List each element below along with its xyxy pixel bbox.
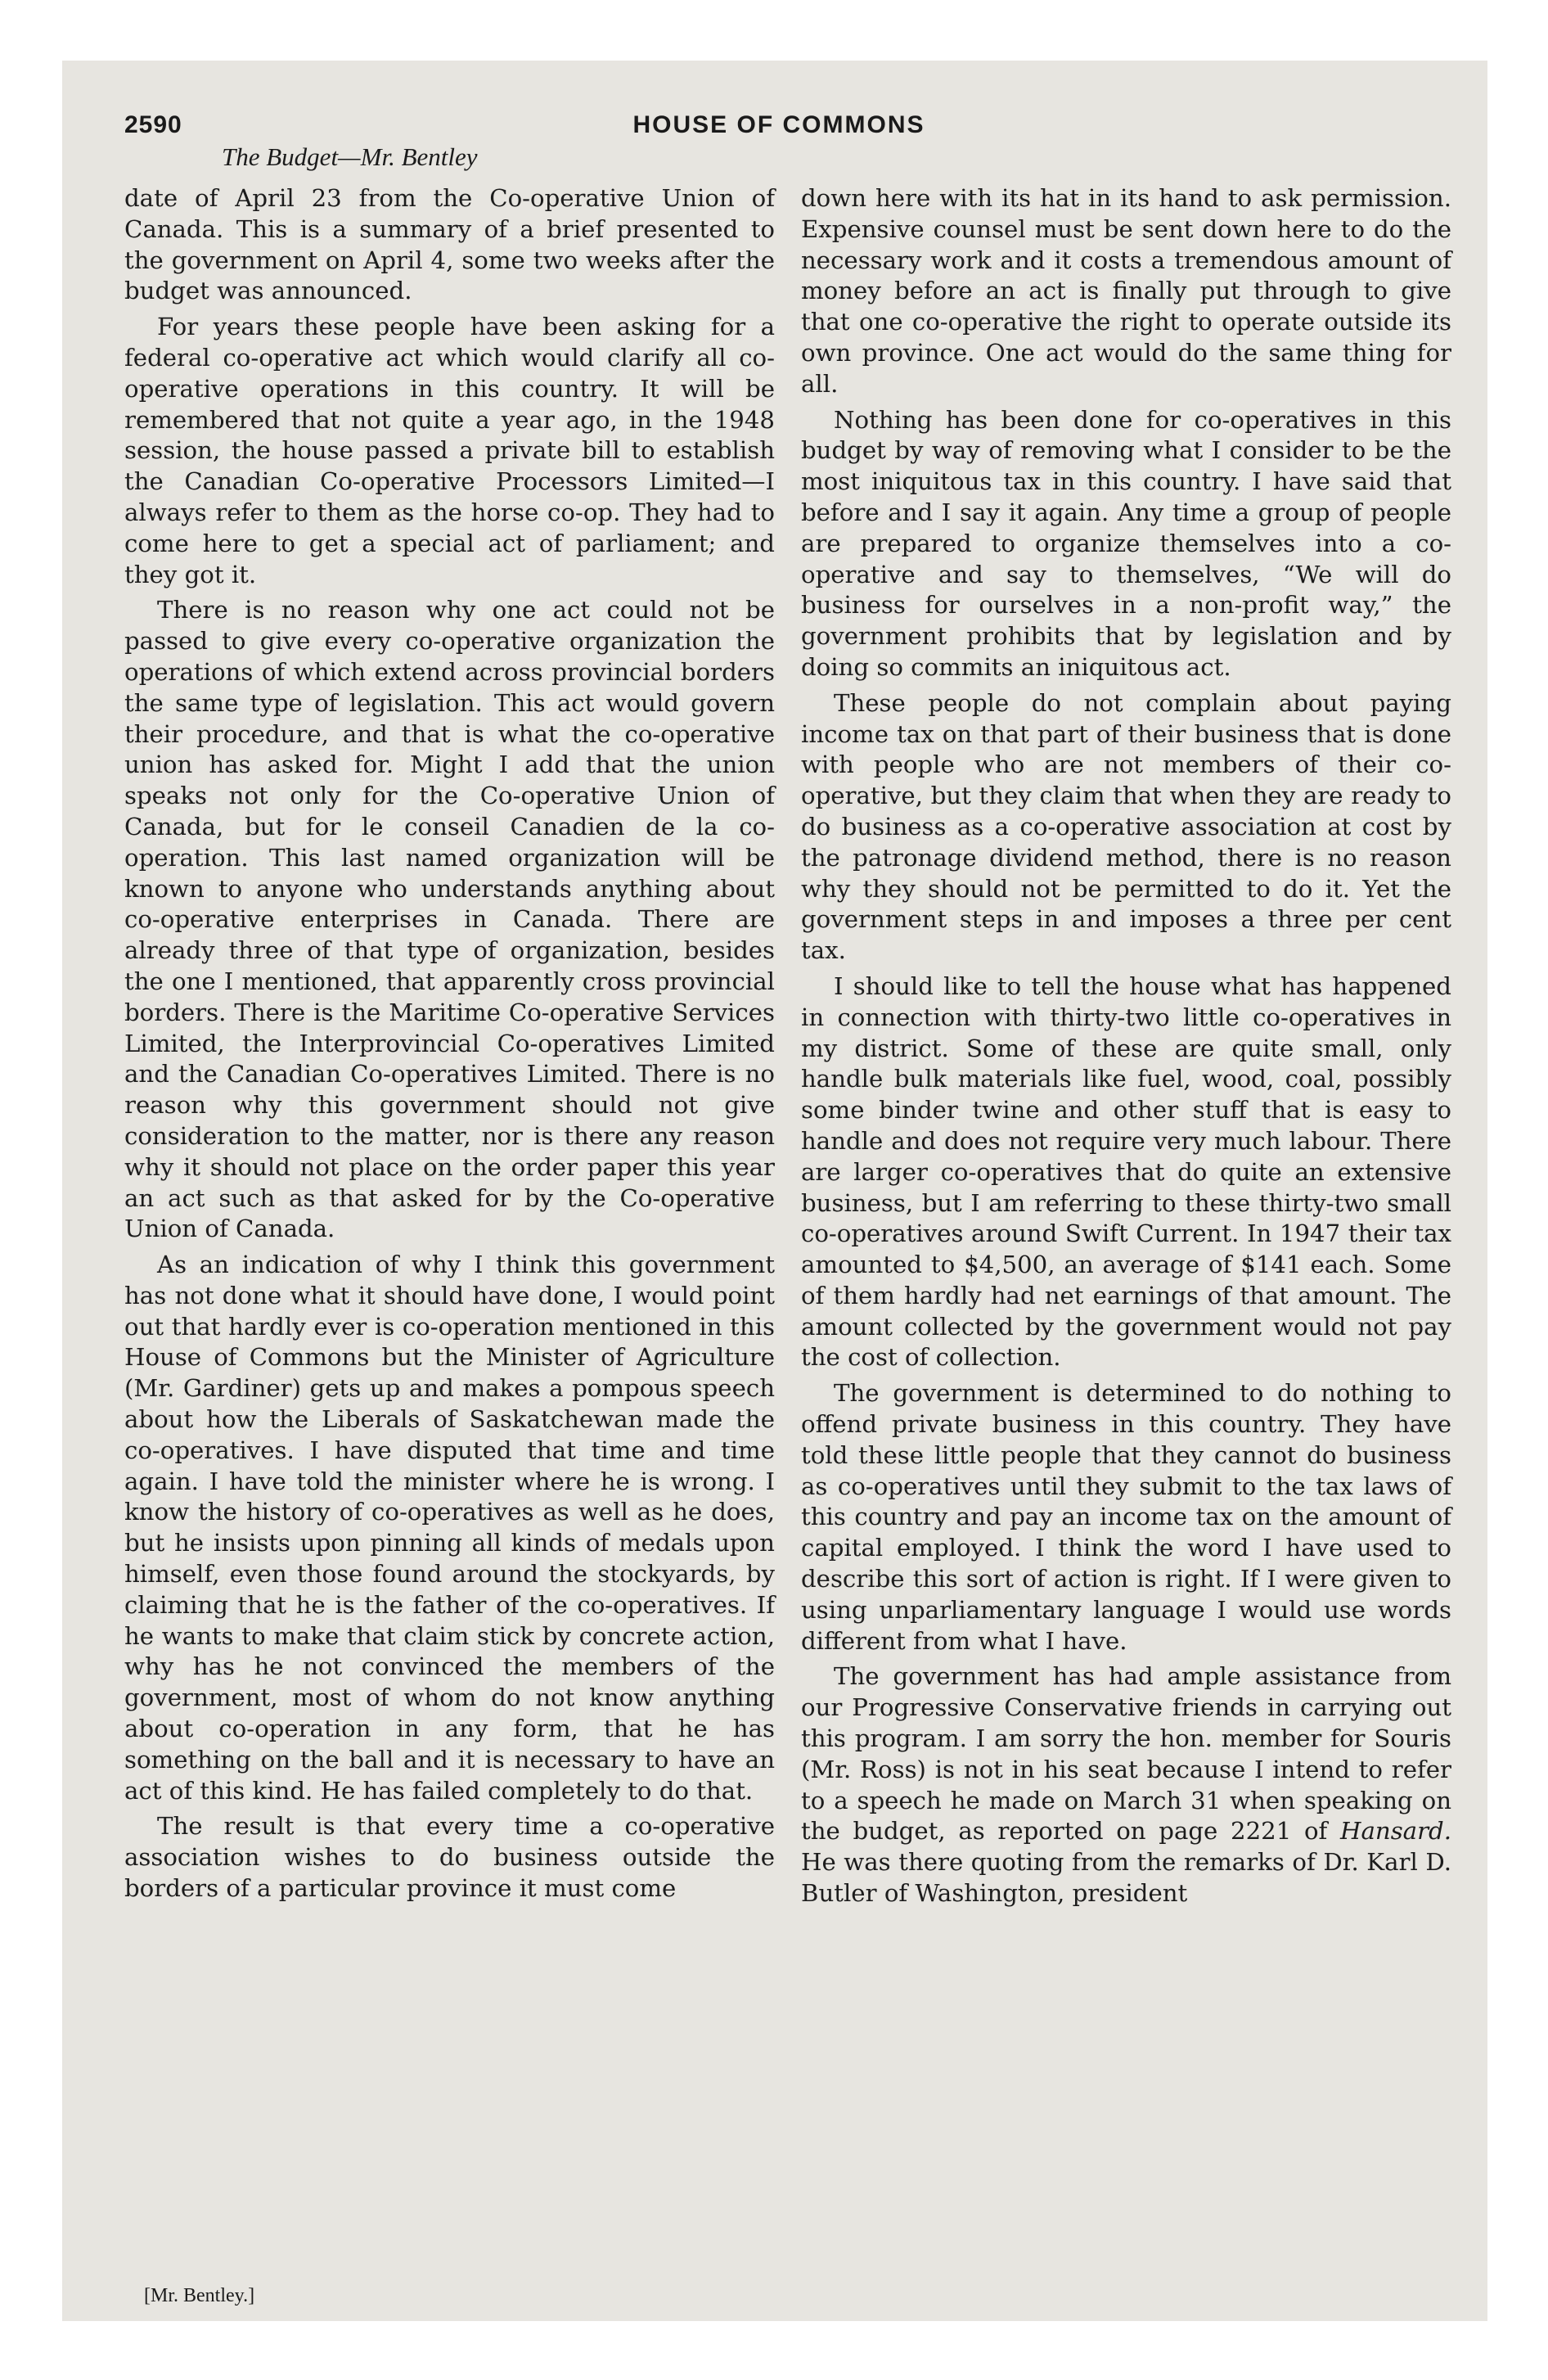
paragraph: For years these people have been asking for a federal co-operative act which would clarify all co-operative operations in this country. It will be remembered that not quite a year ago, in the 1948 session, the house passed a private bill to establish the Canadian Co-operative Processors Limited—I always refer to them as the horse co-op. They had to come here to get a special act of parliament; and they got it. [124, 313, 775, 588]
paragraph: These people do not complain about paying income tax on that part of their business that is done with people who are not members of their co-operative, but they claim that when they are ready to do business as a co-operative association at cost by the patronage dividend method, there is no reason why they should not be permitted to do it. Yet the government steps in and imposes a three per cent tax. [801, 688, 1451, 965]
page-number: 2590 [124, 111, 182, 138]
paragraph-text: The government has had ample assistance from our Progressive Conservative friends in carrying out this program. I am sorry the hon. member for Souris (Mr. Ross) is not in his seat because I intend to refer to a speech he made on March 31 when speaking on the budget, as reported on page 2221 of [801, 1662, 1451, 1846]
paragraph: The government is determined to do nothing to offend private business in this country. They have told these little people that they cannot do business as co-operatives until they submit to the tax laws of this country and pay an income tax on the amount of capital employed. I think the word I have used to describe this sort of action is right. If I were given to using unparliamentary language I would use words different from what I have. [801, 1379, 1451, 1655]
paragraph: The result is that every time a co-operative association wishes to do business outside the borders of a particular province it must come [124, 1812, 775, 1903]
left-column [124, 183, 775, 1909]
paragraph-text: He was there quoting from the remarks of Dr. Karl D. Butler of Washington, president [801, 1848, 1451, 1908]
running-head: HOUSE OF COMMONS [632, 111, 925, 138]
speaker-tag: [Mr. Bentley.] [144, 2285, 255, 2306]
section-subhead: The Budget—Mr. Bentley [222, 142, 478, 171]
hansard-title: Hansard. [1340, 1817, 1451, 1846]
paragraph: down here with its hat in its hand to ask permission. Expensive counsel must be sent down here to do the necessary work and it costs a tremendous amount of money before an act is finally put through to give that one co-operative the right to operate outside its own province. One act would do the same thing for all. [801, 184, 1451, 398]
paragraph: date of April 23 from the Co-operative Union of Canada. This is a summary of a brief presented to the government on April 4, some two weeks after the budget was announced. [124, 184, 775, 305]
page-sheet [62, 61, 1487, 2321]
paragraph: I should like to tell the house what has happened in connection with thirty-two little co-operatives in my district. Some of these are quite small, only handle bulk materials like fuel, wood, coal, possibly some binder twine and other stuff that is easy to handle and does not require very much labour. There are larger co-operatives that do quite an extensive business, but I am referring to these thirty-two small co-operatives around Swift Current. In 1947 their tax amounted to $4,500, an average of $141 each. Some of them hardly had net earnings of that amount. The amount collected by the government would not pay the cost of collection. [801, 971, 1451, 1372]
paragraph: As an indication of why I think this government has not done what it should have done, I would point out that hardly ever is co-operation mentioned in this House of Commons but the Minister of Agriculture (Mr. Gardiner) gets up and makes a pompous speech about how the Liberals of Saskatchewan made the co-operatives. I have disputed that time and time again. I have told the minister where he is wrong. I know the history of co-operatives as well as he does, but he insists upon pinning all kinds of medals upon himself, even those found around the stockyards, by claiming that he is the father of the co-operatives. If he wants to make that claim stick by concrete action, why has he not convinced the members of the government, most of whom do not know anything about co-operation in any form, that he has something on the ball and it is necessary to have an act of this kind. He has failed completely to do that. [124, 1251, 775, 1805]
paragraph [801, 1661, 1451, 1909]
paragraph: Nothing has been done for co-operatives in this budget by way of removing what I consider to be the most iniquitous tax in this country. I have said that before and I say it again. Any time a group of people are prepared to organize themselves into a co-operative and say to themselves, “We will do business for ourselves in a non-profit way,” the government prohibits that by legislation and by doing so commits an iniquitous act. [801, 405, 1451, 681]
right-column [801, 183, 1451, 1914]
paragraph: There is no reason why one act could not be passed to give every co-operative organization the operations of which extend across provincial borders the same type of legislation. This act would govern their procedure, and that is what the co-operative union has asked for. Might I add that the union speaks not only for the Co-operative Union of Canada, but for le conseil Canadien de la co-operation. This last named organization will be known to anyone who understands anything about co-operative enterprises in Canada. There are already three of that type of organization, besides the one I mentioned, that apparently cross provincial borders. There is the Maritime Co-operative Services Limited, the Interprovincial Co-operatives Limited and the Canadian Co-operatives Limited. There is no reason why this government should not give consideration to the matter, nor is there any reason why it should not place on the order paper this year an act such as that asked for by the Co-operative Union of Canada. [124, 596, 775, 1243]
